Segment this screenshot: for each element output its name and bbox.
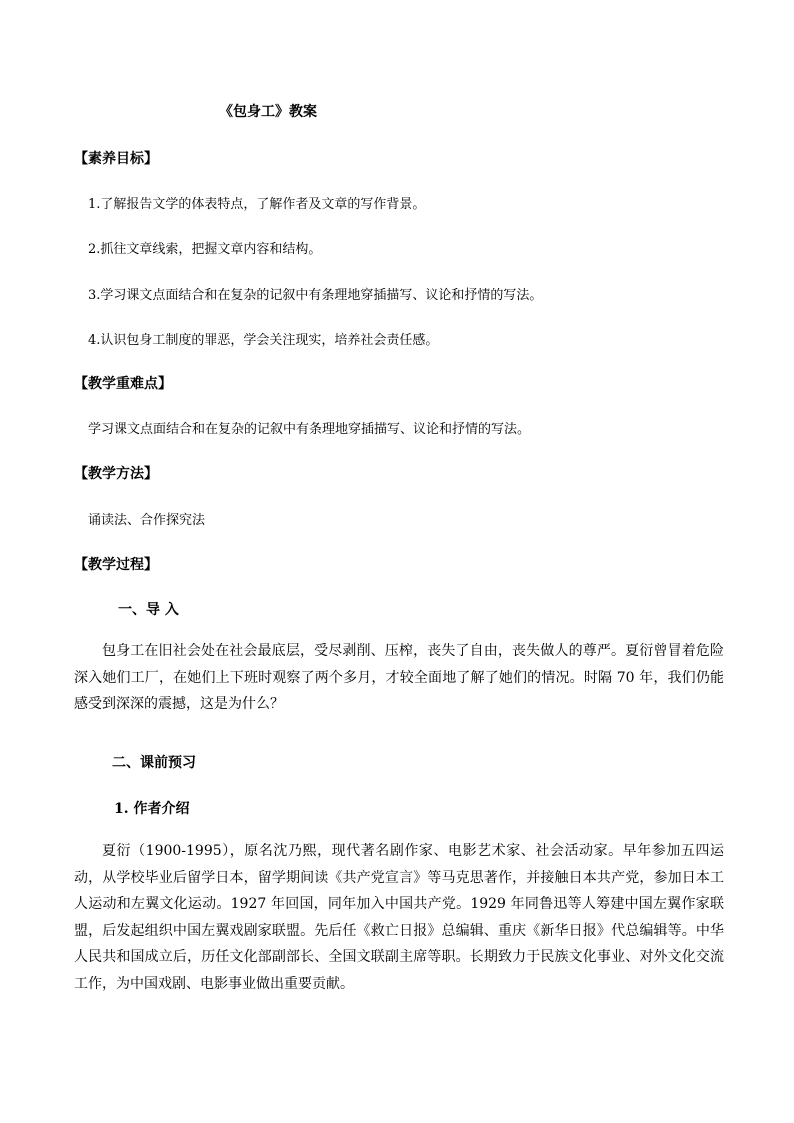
- author-heading: 1. 作者介绍: [114, 801, 190, 817]
- goal-item-1: 1.了解报告文学的体表特点，了解作者及文章的写作背景。: [88, 197, 426, 212]
- section-heading-methods: 【教学方法】: [74, 466, 158, 482]
- goal-item-3: 3.学习课文点面结合和在复杂的记叙中有条理地穿插描写、议论和抒情的写法。: [88, 288, 543, 303]
- document-title: 《包身工》教案: [219, 104, 317, 120]
- section-heading-key-points: 【教学重难点】: [74, 376, 172, 392]
- section-heading-process: 【教学过程】: [74, 557, 158, 573]
- goal-item-4: 4.认识包身工制度的罪恶，学会关注现实，培养社会责任感。: [88, 333, 439, 348]
- preview-heading: 二、课前预习: [112, 755, 196, 771]
- intro-heading: 一、导 入: [118, 602, 179, 618]
- goal-item-2: 2.抓往文章线索，把握文章内容和结构。: [88, 242, 322, 257]
- intro-paragraph: 包身工在旧社会处在社会最底层，受尽剥削、压榨，丧失了自由，丧失做人的尊严。夏衍曾冒着危险深入她们工厂，在她们上下班时观察了两个多月，才较全面地了解了她们的情况。时隔 70 年，我们仍能感受到深深的震撼，这是为什么？: [74, 643, 724, 712]
- section-heading-goals: 【素养目标】: [74, 151, 158, 167]
- key-points-text: 学习课文点面结合和在复杂的记叙中有条理地穿插描写、议论和抒情的写法。: [88, 422, 531, 437]
- author-paragraph: 夏衍（1900-1995），原名沈乃熙，现代著名剧作家、电影艺术家、社会活动家。早年参加五四运动，从学校毕业后留学日本，留学期间读《共产党宣言》等马克思著作，并接触日本共产党，参加日本工人运动和左翼文化运动。1927 年回国，同年加入中国共产党。1929 年同鲁迅等人筹建中国左翼作家联盟，后发起组织中国左翼戏剧家联盟。先后任《救亡日报》总编辑、重庆《新华日报》代总编辑等。中华人民共和国成立后，历任文化部副部长、全国文联副主席等职。长期致力于民族文化事业、对外文化交流工作，为中国戏剧、电影事业做出重要贡献。: [74, 843, 724, 992]
- methods-text: 诵读法、合作探究法: [88, 513, 206, 528]
